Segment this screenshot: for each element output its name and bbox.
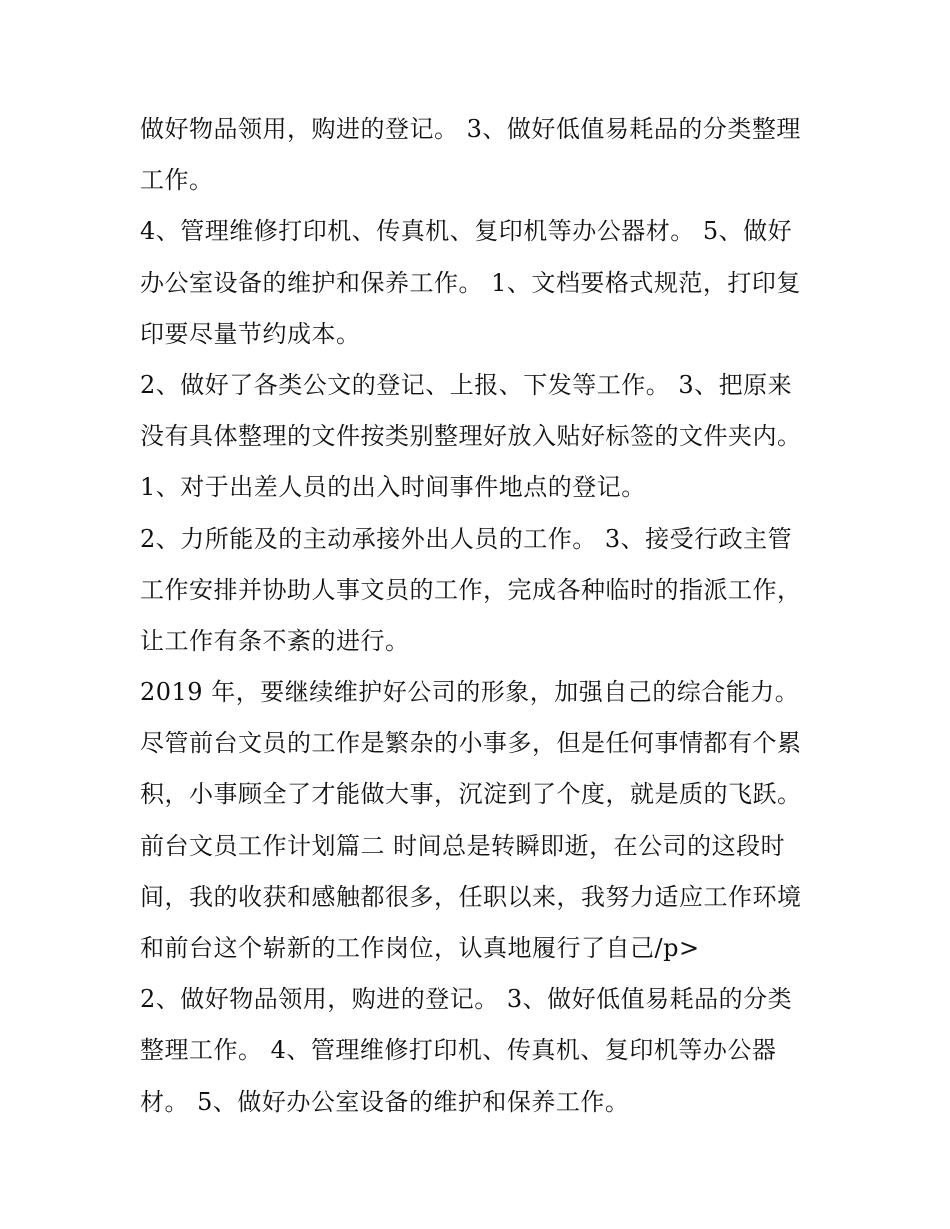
text-line: 办公室设备的维护和保养工作。 1、文档要格式规范，打印复	[140, 268, 801, 297]
text-line: 和前台这个崭新的工作岗位，认真地履行了自己/p>	[140, 934, 700, 962]
text-line: 2、做好了各类公文的登记、上报、下发等工作。 3、把原来	[140, 370, 793, 399]
text-line: 没有具体整理的文件按类别整理好放入贴好标签的文件夹内。	[140, 422, 802, 451]
text-line: 做好物品领用，购进的登记。 3、做好低值易耗品的分类整理	[140, 115, 801, 143]
text-line: 让工作有条不紊的进行。	[140, 626, 410, 655]
text-line: 前台文员工作计划篇二 时间总是转瞬即逝，在公司的这段时	[140, 831, 786, 860]
text-line: 印要尽量节约成本。	[140, 319, 361, 348]
text-line: 工作。	[140, 166, 214, 195]
text-line: 1、对于出差人员的出入时间事件地点的登记。	[140, 473, 646, 502]
text-line: 2019 年，要继续维护好公司的形象，加强自己的综合能力。	[140, 678, 800, 707]
document-body	[140, 104, 820, 1128]
text-line: 材。 5、做好办公室设备的维护和保养工作。	[140, 1087, 630, 1116]
text-line: 尽管前台文员的工作是繁杂的小事多，但是任何事情都有个累	[140, 729, 802, 758]
text-line: 积，小事顾全了才能做大事，沉淀到了个度，就是质的飞跃。	[140, 780, 802, 809]
text-line: 4、管理维修打印机、传真机、复印机等办公器材。 5、做好	[140, 217, 793, 246]
text-line: 整理工作。 4、管理维修打印机、传真机、复印机等办公器	[140, 1036, 777, 1065]
text-line: 工作安排并协助人事文员的工作，完成各种临时的指派工作，	[140, 575, 802, 604]
text-line: 2、力所能及的主动承接外出人员的工作。 3、接受行政主管	[140, 524, 793, 553]
text-line: 2、做好物品领用，购进的登记。 3、做好低值易耗品的分类	[140, 985, 793, 1014]
text-line: 间，我的收获和感触都很多，任职以来，我努力适应工作环境	[140, 882, 802, 911]
